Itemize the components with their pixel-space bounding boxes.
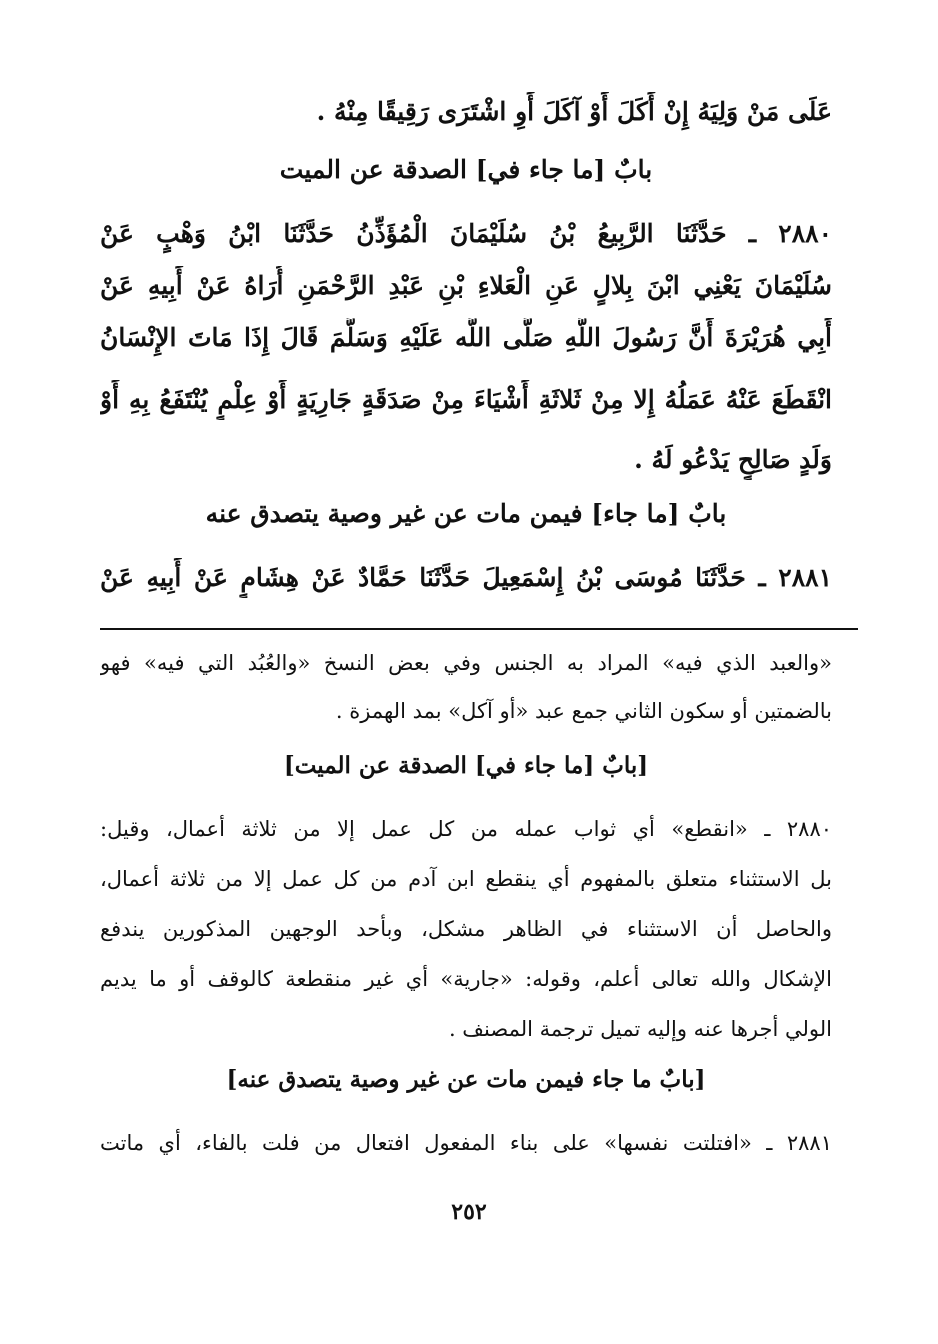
page-number: ٢٥٢ xyxy=(451,1199,487,1225)
hadith-2880-line: ٢٨٨٠ ـ حَدَّثَنَا الرَّبِيعُ بْنُ سُلَيْمَانَ الْمُؤَذِّنُ حَدَّثَنَا ابْنُ وَهْبٍ عَنْ xyxy=(100,219,832,248)
hadith-2880-line: أَبِي هُرَيْرَةَ أَنَّ رَسُولَ اللَّهِ صَلَّى اللَّه عَلَيْهِ وَسَلَّمَ قَالَ إِذَا مَاتَ الإِنْسَانُ xyxy=(100,323,832,352)
hadith-2880-line: وَلَدٍ صَالِحٍ يَدْعُو لَهُ . xyxy=(634,445,832,474)
commentary-note-2880-line: ٢٨٨٠ ـ «انقطع» أي ثواب عمله من كل عمل إلا من ثلاثة أعمال، وقيل: xyxy=(100,817,832,841)
commentary-note-2880-line: والحاصل أن الاستثناء في الظاهر مشكل، وبأحد الوجهين المذكورين يندفع xyxy=(100,917,832,941)
chapter-heading-charity-for-deceased: بابٌ [ما جاء في] الصدقة عن الميت xyxy=(279,155,653,184)
commentary-note-2880-line: بل الاستثناء متعلق بالمفهوم أي ينقطع ابن آدم من كل عمل إلا من ثلاثة أعمال، xyxy=(100,867,832,891)
hadith-2880-line: انْقَطَعَ عَنْهُ عَمَلُهُ إِلا مِنْ ثَلاثَةِ أَشْيَاءَ مِنْ صَدَقَةٍ جَارِيَةٍ أَوْ عِلْمٍ يُنْتَفَعُ بِهِ أَوْ xyxy=(100,385,832,414)
commentary-note-2881-line: ٢٨٨١ ـ «افتلتت نفسها» على بناء المفعول افتعال من فلت بالفاء، أي ماتت xyxy=(100,1131,832,1155)
hadith-2880-line: سُلَيْمَانَ يَعْنِي ابْنَ بِلالٍ عَنِ الْعَلاءِ بْنِ عَبْدِ الرَّحْمَنِ أُرَاهُ عَنْ أَبِيهِ عَنْ xyxy=(100,271,832,300)
commentary-line: بالضمتين أو سكون الثاني جمع عبد «أو آكل» بمد الهمزة . xyxy=(335,699,832,723)
chapter-heading-died-without-will: بابٌ [ما جاء] فيمن مات عن غير وصية يتصدق عنه xyxy=(205,499,727,528)
footnote-divider xyxy=(100,628,858,630)
commentary-heading-died-without-will: [بابٌ ما جاء فيمن مات عن غير وصية يتصدق عنه] xyxy=(226,1066,706,1093)
commentary-note-2880-line: الإشكال والله تعالى أعلم، وقوله: «جارية» أي غير منقطعة كالوقف أو ما يديم xyxy=(100,967,832,991)
commentary-heading-charity-for-deceased: [بابٌ [ما جاء في] الصدقة عن الميت] xyxy=(283,752,649,779)
commentary-note-2880-line: الولي أجرها عنه وإليه تميل ترجمة المصنف . xyxy=(448,1017,832,1041)
hadith-2881-line: ٢٨٨١ ـ حَدَّثَنَا مُوسَى بْنُ إِسْمَعِيلَ حَدَّثَنَا حَمَّادٌ عَنْ هِشَامٍ عَنْ أَبِيهِ عَنْ xyxy=(100,563,832,592)
main-intro-line: عَلَى مَنْ وَلِيَهُ إِنْ أَكَلَ أَوْ آكَلَ أَوِ اشْتَرَى رَقِيقًا مِنْهُ . xyxy=(316,97,832,126)
commentary-line: «والعبد الذي فيه» المراد به الجنس وفي بعض النسخ «والعُبُد التي فيه» فهو xyxy=(100,651,832,675)
